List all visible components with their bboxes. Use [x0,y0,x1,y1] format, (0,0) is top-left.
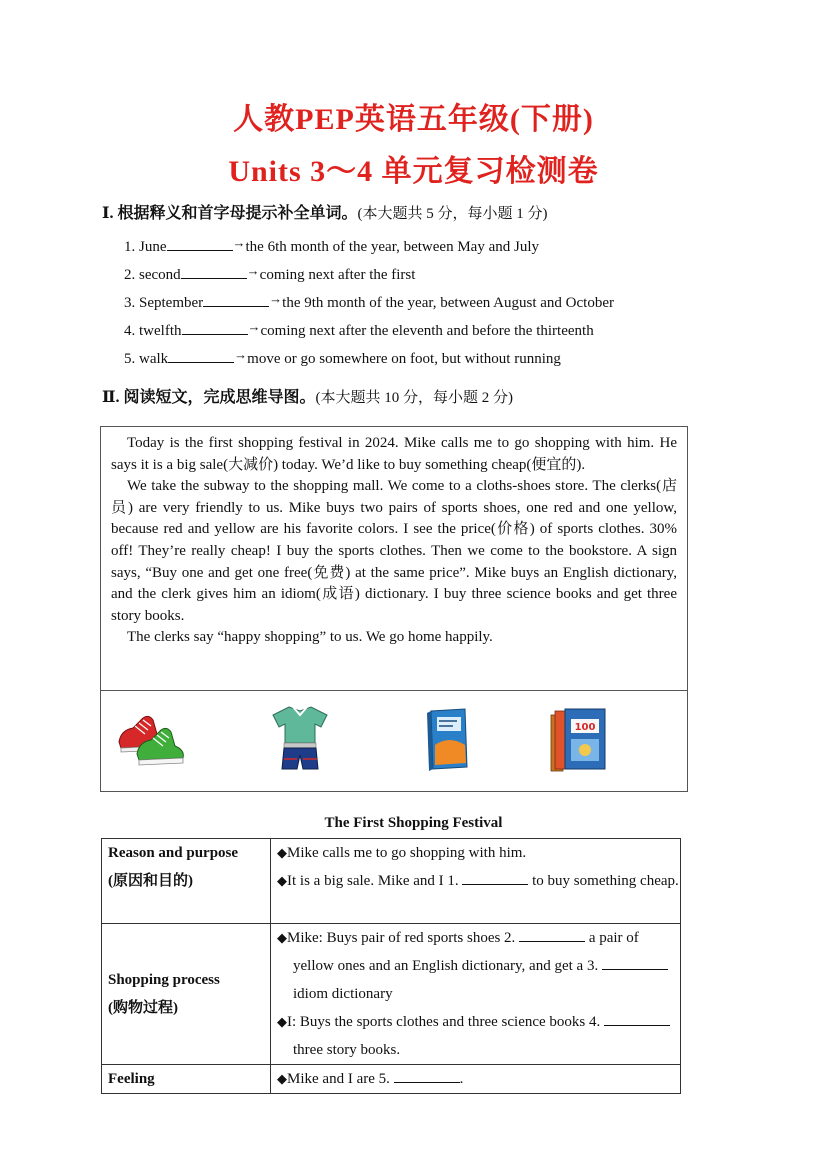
answer-blank[interactable] [181,264,247,279]
list-item: 2. second →coming next after the first [124,263,416,283]
answer-blank[interactable] [168,348,234,363]
arrow-icon: → [246,263,260,278]
section1-items [124,236,614,376]
row-label: Reason and purpose (原因和目的) [102,839,271,924]
divider [101,690,687,691]
arrow-icon: → [247,319,261,334]
list-item: 5. walk →move or go somewhere on foot, but without running [124,347,561,367]
diamond-bullet-icon: ◆ [277,873,287,888]
mindmap-table [101,838,681,1094]
sneakers-image [115,712,189,770]
story-books-image [547,705,609,775]
row-content: ◆Mike and I are 5. . [271,1065,681,1094]
answer-blank-1[interactable] [462,870,528,885]
diamond-bullet-icon: ◆ [277,930,287,945]
arrow-icon: → [269,291,283,306]
answer-blank-2[interactable] [519,927,585,942]
section2-heading: Ⅱ. 阅读短文，完成思维导图。(本大题共 10 分，每小题 2 分) [102,389,513,406]
row-label: Feeling [102,1065,271,1094]
row-content: ◆Mike: Buys pair of red sports shoes 2. a pair of yellow ones and an English dictionary, and get a 3. idiom dictionary ◆I: Buys the sports clothes and three science books 4. three story books. [271,924,681,1065]
table-row [102,924,681,1065]
diamond-bullet-icon: ◆ [277,1014,287,1029]
answer-blank[interactable] [182,320,248,335]
svg-text:100: 100 [574,722,596,733]
answer-blank[interactable] [203,292,269,307]
dictionary-image [423,705,473,773]
diamond-bullet-icon: ◆ [277,845,287,860]
reading-box [100,426,688,792]
answer-blank-3[interactable] [602,955,668,970]
sports-clothes-image [269,703,331,773]
paragraph: Today is the first shopping festival in 2024. Mike calls me to go shopping with him. He says it is a big sale(大减价) today. We’d like to buy something cheap(便宜的). [111,435,677,473]
row-content: ◆Mike calls me to go shopping with him. ◆It is a big sale. Mike and I 1. to buy something cheap. [271,839,681,924]
answer-blank[interactable] [167,236,233,251]
list-item: 3. September →the 9th month of the year, between August and October [124,291,614,311]
mindmap-caption: The First Shopping Festival [324,815,503,831]
row-label: Shopping process (购物过程) [102,924,271,1065]
paragraph: We take the subway to the shopping mall. We come to a cloths-shoes store. The clerks(店员) are very friendly to us. Mike buys two pairs of sports shoes, one red and one yellow, because red and yellow are his favorite colors. I see the price(价格) of sports clothes. 30% off! They’re really cheap! I buy the sports clothes. Then we come to the bookstore. A sign says, “Buy one and get one free(免费) at the same price”. Mike buys an English dictionary, and the clerk gives him an idiom(成语) dictionary. I buy three science books and get three story books. [111,478,677,624]
list-item: 4. twelfth →coming next after the eleventh and before the thirteenth [124,319,594,339]
table-row [102,1065,681,1094]
page-subtitle: Units 3～4 单元复习检测卷 [228,155,599,188]
answer-blank-4[interactable] [604,1011,670,1026]
section1-heading: Ⅰ. 根据释义和首字母提示补全单词。(本大题共 5 分，每小题 1 分) [102,205,548,222]
paragraph: The clerks say “happy shopping” to us. We go home happily. [127,629,493,646]
list-item: 1. June →the 6th month of the year, between May and July [124,235,539,255]
table-row [102,839,681,924]
reading-passage [111,433,677,649]
answer-blank-5[interactable] [394,1068,460,1083]
arrow-icon: → [232,235,246,250]
page-title: 人教PEP英语五年级(下册) [233,103,594,136]
arrow-icon: → [234,347,248,362]
diamond-bullet-icon: ◆ [277,1071,287,1086]
